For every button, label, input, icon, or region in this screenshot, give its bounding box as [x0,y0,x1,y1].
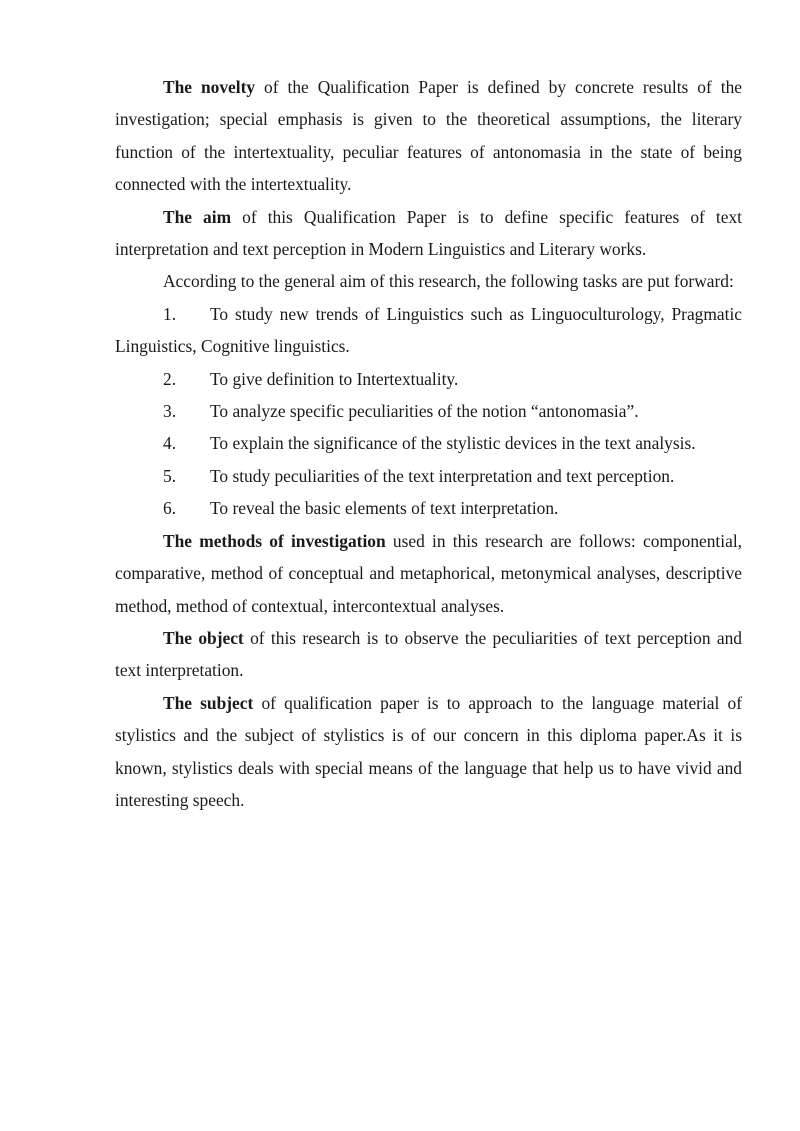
task-number: 5. [163,465,177,486]
task-item-5 [115,460,742,492]
task-item-3 [115,395,742,427]
methods-text: used in this research are follows: componential, comparative, method of conceptual and metaphorical, metonymical analyses, descriptive method, method of contextual, intercontextual analyses. [115,530,742,616]
task-item-6 [115,492,742,524]
task-text: To study new trends of Linguistics such as Linguoculturology, Pragmatic Linguistics, Cognitive linguistics. [115,303,742,357]
tasks-intro-paragraph [115,265,742,297]
document-page [115,71,742,816]
novelty-text: of the Qualification Paper is defined by concrete results of the investigation; special emphasis is given to the theoretical assumptions, the literary function of the intertextuality, peculiar features of antonomasia in the state of being connected with the intertextuality. [115,77,742,195]
task-number: 4. [163,433,177,454]
subject-text: of qualification paper is to approach to the language material of stylistics and the subject of stylistics is of our concern in this diploma paper.As it is known, stylistics deals with special means of the language that help us to have vivid and interesting speech. [115,692,742,810]
task-text: To give definition to Intertextuality. [210,368,459,389]
task-item-4 [115,427,742,459]
task-text: To explain the significance of the stylistic devices in the text analysis. [210,433,696,454]
task-text: To study peculiarities of the text interpretation and text perception. [210,465,675,486]
novelty-heading: The novelty [163,77,256,97]
aim-paragraph [115,201,742,266]
aim-heading: The aim [163,206,232,227]
object-heading: The object [163,627,244,648]
methods-paragraph [115,525,742,622]
object-text: of this research is to observe the peculiarities of text perception and text interpretation. [115,627,742,681]
novelty-paragraph [115,71,742,201]
task-item-2 [115,363,742,395]
task-text: To reveal the basic elements of text interpretation. [210,498,559,519]
aim-text: of this Qualification Paper is to define specific features of text interpretation and text perception in Modern Linguistics and Literary works. [115,206,742,260]
task-text: To analyze specific peculiarities of the notion “antonomasia”. [210,401,639,422]
subject-heading: The subject [163,692,254,713]
task-number: 3. [163,401,177,422]
object-paragraph [115,622,742,687]
task-number: 2. [163,368,177,389]
task-number: 6. [163,498,177,519]
methods-heading: The methods of investigation [163,530,386,551]
task-number: 1. [163,303,177,324]
subject-paragraph [115,687,742,817]
tasks-intro-text: According to the general aim of this research, the following tasks are put forward: [163,271,734,292]
task-item-1 [115,298,742,363]
